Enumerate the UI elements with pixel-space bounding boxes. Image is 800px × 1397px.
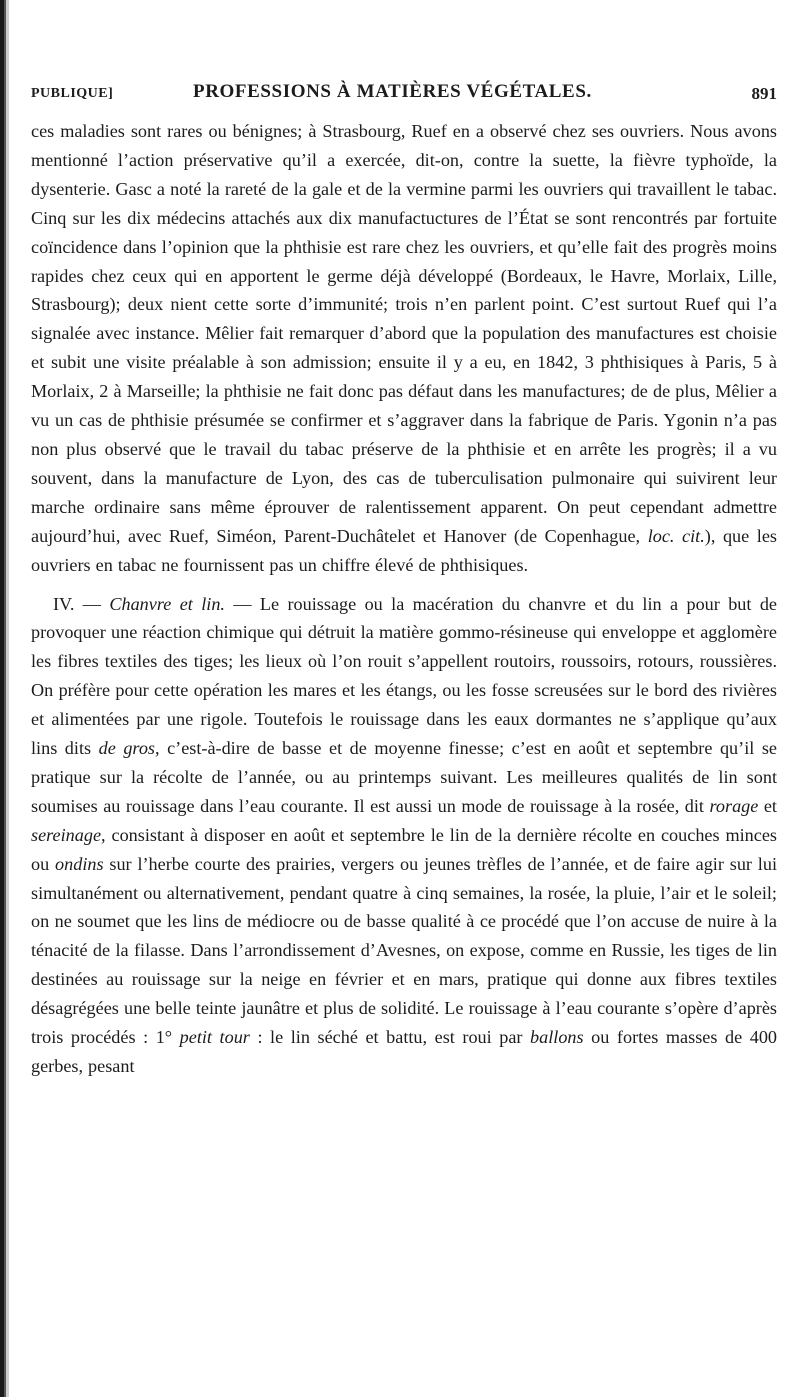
paragraph-2-text-d: , consistant à disposer en août et septembre le lin de la dernière récolte en couches minces ou (31, 824, 777, 874)
section-number: IV. — (53, 593, 110, 614)
running-header (31, 78, 777, 108)
term-petit-tour: petit tour (179, 1027, 250, 1048)
paragraph-1-text: ces maladies sont rares ou bénignes; à Strasbourg, Ruef en a observé chez ses ouvriers. Nous avons mentionné l’action préservative qu’il a exercée, dit-on, contre la suette, la fièvre typhoïde, la dysenterie. Gasc a noté la rareté de la gale et de la vermine parmi les ouvriers qui travaillent le tabac. Cinq sur les dix médecins attachés aux dix manufactuctures de l’État se sont rencontrés par fortuite coïncidence dans l’opinion que la phthisie est rare chez les ouvriers, et qu’elle fait des progrès moins rapides chez ceux qui en apportent le germe déjà développé (Bordeaux, le Havre, Morlaix, Lille, Strasbourg); deux nient cette sorte d’immunité; trois n’en parlent point. C’est surtout Ruef qui l’a signalée avec instance. Mêlier fait remarquer d’abord que la population des manufactures est choisie et subit une visite préalable à son admission; ensuite il y a eu, en 1842, 3 phthisiques à Paris, 5 à Morlaix, 2 à Marseille; la phthisie ne fait donc pas défaut dans les manufactures; de de plus, Mêlier a vu un cas de phthisie présumée se confirmer et s’aggraver dans la fabrique de Paris. Ygonin n’a pas non plus observé que le travail du tabac préserve de la phthisie et en arrête les progrès; il a vu souvent, dans la manufacture de Lyon, des cas de tuberculisation pulmonaire qui suivirent leur marche ordinaire sans même éprouver de ralentissement apparent. On peut cependant admettre aujourd’hui, avec Ruef, Siméon, Parent-Duchâtelet et Hanover (de Copenhague, (31, 121, 777, 546)
paragraph-2 (31, 590, 777, 1081)
paragraph-2-text-e: sur l’herbe courte des prairies, vergers ou jeunes trèfles de l’année, et de faire agir sur lui simultanément ou alternativement, pendant quatre à cinq semaines, la rosée, la pluie, l’air et le soleil; on ne soumet que les lins de médiocre ou de basse qualité à ce procédé que l’on accuse de nuire à la ténacité de la filasse. Dans l’arrondissement d’Avesnes, on expose, comme en Russie, les tiges de lin destinées au rouissage sur la neige en février et en mars, pratique qui donne aux fibres textiles désagrégées une belle teinte jaunâtre et plus de solidité. Le rouissage à l’eau courante s’opère d’après trois procédés : 1° (31, 853, 778, 1048)
page-number: 891 (751, 84, 777, 103)
paragraph-2-text-a: — Le rouissage ou la macération du chanvre et du lin a pour but de provoquer une réaction chimique qui détruit la matière gommo-résineuse qui enveloppe et agglomère les fibres textiles des tiges; les lieux où l’on rouit s’appellent routoirs, roussoirs, rotours, roussières. On préfère pour cette opération les mares et les étangs, ou les fosse screusées sur le bord des rivières et alimentées par une rigole. Toutefois le rouissage dans les eaux dormantes ne s’applique qu’aux lins dits (31, 593, 777, 759)
term-sereinage: sereinage (31, 824, 102, 845)
body-text (31, 117, 777, 1081)
header-section-label: PUBLIQUE] (31, 86, 114, 101)
paragraph-2-text-c: et (758, 795, 777, 816)
page-edge-shadow (0, 0, 9, 1397)
section-heading: Chanvre et lin. (109, 593, 225, 614)
header-title: PROFESSIONS À MATIÈRES VÉGÉTALES. (193, 81, 592, 102)
citation-italic: loc. cit. (647, 525, 705, 546)
term-de-gros: de gros (98, 738, 155, 759)
term-ondins: ondins (55, 853, 104, 874)
term-ballons: ballons (530, 1027, 584, 1048)
term-rorage: rorage (709, 795, 759, 816)
paragraph-2-text-f: : le lin séché et battu, est roui par (249, 1027, 531, 1048)
paragraph-1 (31, 117, 777, 580)
paragraph-2-text-b: , c’est-à-dire de basse et de moyenne finesse; c’est en août et septembre qu’il se pratique sur la récolte de l’année, ou au printemps suivant. Les meilleures qualités de lin sont soumises au rouissage dans l’eau courante. Il est aussi un mode de rouissage à la rosée, dit (31, 738, 777, 816)
paragraph-1-end: ), que les ouvriers en tabac ne fournissent pas un chiffre élevé de phthisiques. (31, 525, 777, 575)
paragraph-2-text-g: ou fortes masses de 400 gerbes, pesant (31, 1027, 778, 1076)
